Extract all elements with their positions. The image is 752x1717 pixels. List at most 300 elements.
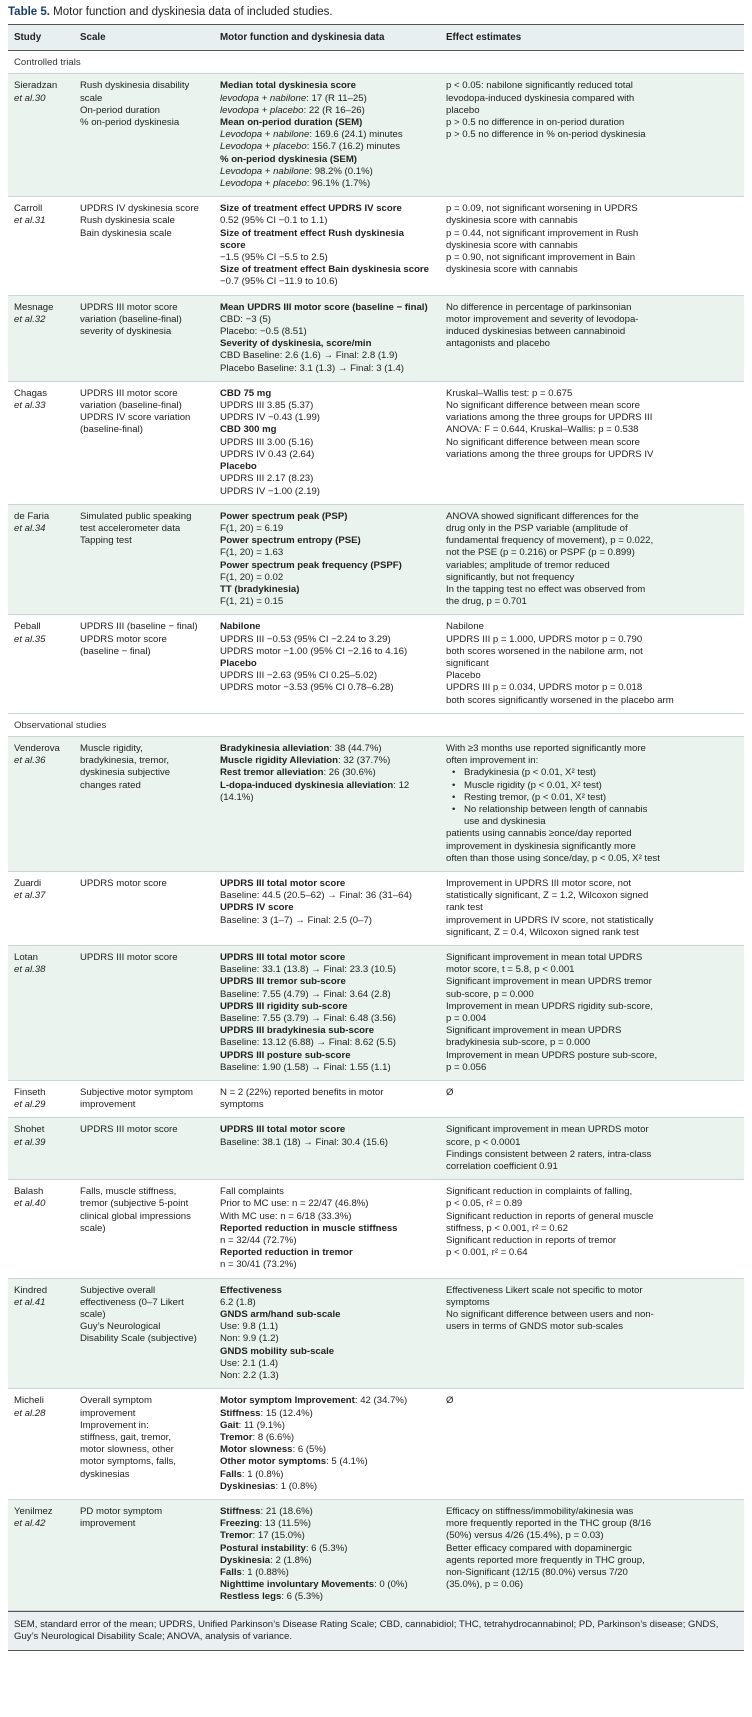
effect-cell [440,197,744,295]
value-label: Tremor [220,1431,253,1443]
scale-line: improvement [80,1099,136,1111]
study-citation: et al.29 [14,1099,46,1111]
scale-cell [74,1389,214,1500]
bold-heading: UPDRS III rigidity sub-score [220,1000,348,1012]
labeled-value [220,767,435,779]
text-line: dyskinesia score with cannabis [446,239,578,251]
text-line: (35.0%), p = 0.06) [446,1579,524,1591]
bold-heading: UPDRS III posture sub-score [220,1049,351,1061]
study-citation: et al.35 [14,633,46,645]
text-line: Kruskal–Wallis test: p = 0.675 [446,387,573,399]
labeled-value [220,1481,435,1493]
labeled-value [220,105,435,117]
text-line: Better efficacy compared with dopaminergic [446,1542,632,1554]
study-cell [8,504,74,615]
bold-heading: UPDRS III tremor sub-score [220,976,346,988]
study-author: Peball [14,621,41,633]
value-label: Dyskinesias [220,1480,276,1492]
study-cell [8,295,74,381]
value-text: : 11 (9.1%) [238,1419,285,1431]
text-line: Improvement in mean UPDRS rigidity sub-score, [446,1000,653,1012]
study-author: Chagas [14,387,48,399]
text-line: not the PSE (p = 0.216) or PSPF (p = 0.899) [446,547,635,559]
labeled-value [220,1518,435,1530]
study-cell [8,1278,74,1389]
value-text: : 169.6 (24.1) minutes [309,129,403,141]
scale-line: % on-period dyskinesia [80,117,180,129]
text-line: stiffness, p < 0.001, r² = 0.62 [446,1222,568,1234]
text-line: p < 0.05, r² = 0.89 [446,1198,523,1210]
table-row [8,1389,744,1500]
value-label: Other motor symptoms [220,1456,327,1468]
text-line: With ≥3 months use reported significantly more [446,742,646,754]
effect-cell [440,1278,744,1389]
value-text: : 8 (6.6%) [252,1431,295,1443]
bold-heading: GNDS mobility sub-scale [220,1345,335,1357]
table-row [8,295,744,381]
study-author: de Faria [14,510,50,522]
table-row [8,381,744,504]
value-label: levodopa + placebo [220,104,304,116]
bold-heading: Size of treatment effect Rush dyskinesia [220,227,404,239]
text-line: Significant improvement in mean UPDRS [446,1025,622,1037]
text-line: dyskinesia score with cannabis [446,264,578,276]
text-line: Fall complaints [220,1186,284,1198]
text-line: agents reported more frequently in THC group, [446,1554,645,1566]
text-line: bradykinesia sub-score, p = 0.000 [446,1037,591,1049]
value-label: Levodopa + placebo [220,178,307,190]
text-line: UPDRS III −0.53 (95% CI −2.24 to 3.29) [220,633,391,645]
text-line: p < 0.001, r² = 0.64 [446,1247,528,1259]
text-line: score, p < 0.0001 [446,1136,521,1148]
text-line: sub-score, p = 0.000 [446,988,534,1000]
text-line: p = 0.09, not significant worsening in UPDRS [446,203,638,215]
value-text: : 21 (18.6%) [260,1505,313,1517]
bold-heading: Placebo [220,657,257,669]
text-line: Ø [446,1395,454,1407]
effect-cell [440,381,744,504]
scale-cell [74,381,214,504]
text-line: Significant improvement in mean UPRDS motor [446,1124,649,1136]
text-line: both scores worsened in the nabilone arm, not [446,645,643,657]
text-line: more frequently reported in the THC group (8/16 [446,1518,652,1530]
value-label: Dyskinesia [220,1554,271,1566]
scale-line: variation (baseline-final) [80,400,182,412]
scale-line: variation (baseline-final) [80,313,182,325]
study-author: Micheli [14,1395,44,1407]
text-line: Significant reduction in complaints of falling, [446,1186,633,1198]
table-row [8,504,744,615]
study-citation: et al.31 [14,215,46,227]
scale-line: UPDRS motor score [80,633,167,645]
scale-line: scale) [80,1309,106,1321]
scale-line: test accelerometer data [80,522,181,534]
text-line: p > 0.5 no difference in % on-period dyskinesia [446,129,646,141]
table-row [8,1118,744,1180]
data-table [8,24,744,1611]
text-line: Baseline: 33.1 (13.8) → Final: 23.3 (10.5) [220,964,396,976]
group-label: Observational studies [8,713,744,736]
labeled-value [220,178,435,190]
scale-line: Guy’s Neurological [80,1321,161,1333]
text-line: motor improvement and severity of levodopa- [446,313,639,325]
text-line: (14.1%) [220,791,254,803]
value-label: Gait [220,1419,239,1431]
scale-line: severity of dyskinesia [80,326,172,338]
labeled-value [220,780,435,792]
scale-line: (baseline − final) [80,645,151,657]
bold-heading: CBD 75 mg [220,387,272,399]
text-line: p = 0.90, not significant improvement in Bain [446,252,636,264]
bold-heading: Power spectrum peak (PSP) [220,510,348,522]
header-row [8,25,744,51]
text-line: F(1, 20) = 0.02 [220,571,284,583]
text-line: Non: 2.2 (1.3) [220,1370,279,1382]
text-line: users in terms of GNDS motor sub-scales [446,1321,624,1333]
motor-data-cell [214,871,440,945]
text-line: CBD Baseline: 2.6 (1.6) → Final: 2.8 (1.9) [220,350,398,362]
text-line: Significant reduction in reports of tremor [446,1235,617,1247]
value-label: L-dopa-induced dyskinesia alleviation [220,779,394,791]
text-line: F(1, 21) = 0.15 [220,596,284,608]
text-line: significant, Z = 0.4, Wilcoxon signed rank test [446,926,639,938]
text-line: UPDRS III 2.17 (8.23) [220,473,314,485]
study-cell [8,1081,74,1118]
value-label: Levodopa + nabilone [220,165,310,177]
text-line: UPDRS IV 0.43 (2.64) [220,448,315,460]
text-line: (50%) versus 4/26 (15.4%), p = 0.03) [446,1530,604,1542]
scale-line: Simulated public speaking [80,510,192,522]
text-line: fundamental frequency of movement), p = 0.022, [446,535,654,547]
bold-heading: Severity of dyskinesia, score/min [220,338,372,350]
value-text: : 98.2% (0.1%) [309,165,373,177]
group-row [8,51,744,74]
text-line: often improvement in: [446,755,539,767]
scale-line: tremor (subjective 5-point [80,1198,189,1210]
value-label: Stiffness [220,1407,261,1419]
value-label: Muscle rigidity Alleviation [220,755,338,767]
study-author: Sieradzan [14,80,58,92]
study-cell [8,381,74,504]
header-motor-data: Motor function and dyskinesia data [214,25,440,51]
text-line: Baseline: 13.12 (6.88) → Final: 8.62 (5.5) [220,1037,396,1049]
value-label: levodopa + nabilone [220,92,307,104]
labeled-value [220,166,435,178]
text-line: drug only in the PSP variable (amplitude of [446,522,628,534]
motor-data-cell [214,504,440,615]
scale-line: UPDRS III motor score [80,301,178,313]
scale-cell [74,197,214,295]
text-line: often than those using ≤once/day, p < 0.05, X² test [446,852,660,864]
text-line: p = 0.004 [446,1013,487,1025]
text-line: p = 0.056 [446,1061,487,1073]
value-text: : 26 (30.6%) [323,767,376,779]
study-cell [8,1118,74,1180]
motor-data-cell [214,1081,440,1118]
text-line: Prior to MC use: n = 22/47 (46.8%) [220,1198,369,1210]
text-line: n = 30/41 (73.2%) [220,1259,297,1271]
study-citation: et al.38 [14,964,46,976]
effect-cell [440,1389,744,1500]
bold-heading: UPDRS III bradykinesia sub-score [220,1025,375,1037]
study-citation: et al.34 [14,522,46,534]
text-line: UPDRS motor −3.53 (95% CI 0.78–6.28) [220,682,394,694]
scale-line: motor slowness, other [80,1444,174,1456]
value-text: : 96.1% (1.7%) [306,178,371,190]
study-citation: et al.28 [14,1407,46,1419]
study-author: Mesnage [14,301,54,313]
study-cell [8,736,74,871]
value-label: Tremor [220,1530,253,1542]
bold-heading: Effectiveness [220,1284,282,1296]
study-citation: et al.33 [14,400,46,412]
value-text: : 1 (0.8%) [241,1468,284,1480]
scale-line: clinical global impressions [80,1210,191,1222]
scale-cell [74,74,214,197]
value-label: Postural instability [220,1542,306,1554]
scale-line: UPDRS motor score [80,877,167,889]
text-line: Baseline: 3 (1–7) → Final: 2.5 (0–7) [220,914,372,926]
text-line: No difference in percentage of parkinsonian [446,301,632,313]
scale-line: Rush dyskinesia scale [80,215,175,227]
labeled-value [220,755,435,767]
text-line: Baseline: 7.55 (3.79) → Final: 6.48 (3.56) [220,1013,396,1025]
study-cell [8,946,74,1081]
text-line: Baseline: 1.90 (1.58) → Final: 1.55 (1.1) [220,1061,391,1073]
scale-line: UPDRS IV dyskinesia score [80,203,199,215]
text-line: UPDRS motor −1.00 (95% CI −2.16 to 4.16) [220,645,408,657]
text-line: UPDRS III p = 0.034, UPDRS motor p = 0.018 [446,682,643,694]
motor-data-cell [214,1389,440,1500]
study-author: Finseth [14,1087,46,1099]
value-text: : 1 (0.88%) [241,1566,289,1578]
table-row [8,946,744,1081]
text-line: Placebo Baseline: 3.1 (1.3) → Final: 3 (1.4) [220,362,404,374]
scale-line: Rush dyskinesia disability [80,80,190,92]
text-line: variations among the three groups for UPDRS III [446,412,653,424]
text-line: In the tapping test no effect was observed from [446,583,646,595]
value-text: : 13 (11.5%) [259,1518,312,1530]
table-row [8,197,744,295]
scale-line: stiffness, gait, tremor, [80,1431,171,1443]
value-label: Motor slowness [220,1444,293,1456]
value-label: Levodopa + placebo [220,141,307,153]
text-line: both scores significantly worsened in the placebo arm [446,694,674,706]
study-citation: et al.32 [14,313,46,325]
bold-heading: % on-period dyskinesia (SEM) [220,153,358,165]
labeled-value [220,1456,435,1468]
text-line: Baseline: 7.55 (4.79) → Final: 3.64 (2.8) [220,988,391,1000]
text-line: placebo [446,104,480,116]
text-line: Use: 2.1 (1.4) [220,1357,279,1369]
text-line: Ø [446,1087,454,1099]
text-line: Baseline: 38.1 (18) → Final: 30.4 (15.6) [220,1136,388,1148]
scale-cell [74,1499,214,1610]
study-cell [8,1180,74,1278]
study-cell [8,871,74,945]
text-line: p < 0.05: nabilone significantly reduced total [446,80,633,92]
scale-line: Subjective overall [80,1284,156,1296]
text-line: Significant reduction in reports of general muscle [446,1210,654,1222]
text-line: F(1, 20) = 1.63 [220,547,284,559]
text-line: Non: 9.9 (1.2) [220,1333,279,1345]
value-text: : 22 (R 16–26) [303,104,365,116]
labeled-value [220,1506,435,1518]
table-caption [8,6,744,18]
study-author: Carroll [14,203,43,215]
bold-heading: Reported reduction in muscle stiffness [220,1222,398,1234]
value-label: Stiffness [220,1505,261,1517]
scale-line: Disability Scale (subjective) [80,1333,197,1345]
text-line: Improvement in UPDRS III motor score, not [446,877,632,889]
text-line: Significant improvement in mean UPDRS tremor [446,976,652,988]
bullet-item: • Muscle rigidity (p < 0.01, X² test) [446,780,739,792]
effect-cell [440,615,744,713]
value-text: : 2 (1.8%) [270,1554,312,1566]
bold-heading: Mean on-period duration (SEM) [220,117,363,129]
header-effect-estimates: Effect estimates [440,25,744,51]
motor-data-cell [214,615,440,713]
text-line: improvement in dyskinesia significantly more [446,840,636,852]
value-text: : 12 [393,779,410,791]
group-label: Controlled trials [8,51,744,74]
scale-cell [74,1081,214,1118]
text-line: variables; amplitude of tremor reduced [446,559,610,571]
scale-cell [74,946,214,1081]
labeled-value [220,1395,435,1407]
effect-cell [440,946,744,1081]
text-line: significantly, but not frequency [446,571,575,583]
scale-line: motor symptoms, falls, [80,1456,176,1468]
labeled-value [220,141,435,153]
value-label: Levodopa + nabilone [220,129,310,141]
text-line: F(1, 20) = 6.19 [220,522,284,534]
bullet-item: • Resting tremor, (p < 0.01, X² test) [446,792,739,804]
motor-data-cell [214,74,440,197]
text-line: UPDRS III −2.63 (95% CI 0.25–5.02) [220,670,378,682]
text-line: the drug, p = 0.701 [446,596,527,608]
bold-heading: Size of treatment effect Bain dyskinesia score [220,264,430,276]
labeled-value [220,1408,435,1420]
text-line: symptoms [220,1099,264,1111]
motor-data-cell [214,381,440,504]
effect-cell [440,1180,744,1278]
text-line: Placebo: −0.5 (8.51) [220,326,307,338]
scale-line: Falls, muscle stiffness, [80,1186,177,1198]
bullet-item: • No relationship between length of cannabis [446,804,739,816]
labeled-value [220,1555,435,1567]
group-row [8,713,744,736]
text-line: No significant difference between users and non- [446,1309,654,1321]
motor-data-cell [214,1118,440,1180]
text-line: antagonists and placebo [446,338,551,350]
effect-cell [440,1081,744,1118]
text-line: symptoms [446,1296,490,1308]
value-text: : 6 (5.3%) [305,1542,348,1554]
bold-heading: CBD 300 mg [220,424,277,436]
bold-heading: Power spectrum entropy (PSE) [220,535,361,547]
motor-data-cell [214,197,440,295]
study-citation: et al.39 [14,1136,46,1148]
table-row [8,1278,744,1389]
motor-data-cell [214,1278,440,1389]
study-citation: et al.37 [14,890,46,902]
value-text: : 0 (0%) [374,1579,408,1591]
table-row [8,1180,744,1278]
labeled-value [220,1444,435,1456]
bold-heading: score [220,239,246,251]
text-line: Use: 9.8 (1.1) [220,1321,279,1333]
text-line: correlation coefficient 0.91 [446,1161,558,1173]
text-line: −1.5 (95% CI −5.5 to 2.5) [220,252,328,264]
study-author: Zuardi [14,877,42,889]
value-text: : 17 (R 11–25) [306,92,367,104]
scale-line: improvement [80,1407,136,1419]
scale-line: On-period duration [80,104,160,116]
effect-cell [440,295,744,381]
text-line: improvement in UPDRS IV score, not statistically [446,914,654,926]
text-line: Baseline: 44.5 (20.5–62) → Final: 36 (31–64) [220,890,412,902]
text-line: motor score, t = 5.8, p < 0.001 [446,964,575,976]
text-line: 6.2 (1.8) [220,1296,256,1308]
bold-heading: Placebo [220,461,257,473]
motor-data-cell [214,1180,440,1278]
labeled-value [220,1420,435,1432]
value-text: : 6 (5.3%) [281,1591,323,1603]
value-text: : 32 (37.7%) [338,755,391,767]
text-line: Improvement in mean UPDRS posture sub-score, [446,1049,658,1061]
study-cell [8,615,74,713]
value-label: Rest tremor alleviation [220,767,324,779]
scale-line: UPDRS III motor score [80,1124,178,1136]
bold-heading: Mean UPDRS III motor score (baseline − final) [220,301,428,313]
text-line: non-Significant (12/15 (80.0%) versus 7/20 [446,1566,628,1578]
scale-line: UPDRS III motor score [80,952,178,963]
effect-cell [440,504,744,615]
bullet-item: • Bradykinesia (p < 0.01, X² test) [446,767,739,779]
scale-line: Bain dyskinesia scale [80,227,172,239]
value-text: : 6 (5%) [292,1444,327,1456]
value-label: Falls [220,1468,242,1480]
table-footnote: SEM, standard error of the mean; UPDRS, Unified Parkinson’s Disease Rating Scale; CBD, cannabidiol; THC, tetrahydrocannabinol; PD, Parkinson’s disease; GNDS, Guy’s Neurological Disability Scale; ANOVA, analysis of variance. [8,1611,744,1652]
study-author: Shohet [14,1124,45,1136]
text-line: UPDRS IV −0.43 (1.99) [220,412,320,424]
text-line: significant [446,657,489,669]
study-citation: et al.40 [14,1198,46,1210]
labeled-value [220,1432,435,1444]
value-text: : 42 (34.7%) [354,1395,408,1407]
study-cell [8,1499,74,1610]
text-line: Efficacy on stiffness/immobility/akinesia was [446,1505,634,1517]
bold-heading: UPDRS III total motor score [220,952,346,963]
table-row [8,74,744,197]
bold-heading: Power spectrum peak frequency (PSPF) [220,559,402,571]
text-line: Placebo [446,670,481,682]
labeled-value [220,1543,435,1555]
effect-cell [440,736,744,871]
text-line: rank test [446,902,483,914]
scale-line: Overall symptom [80,1395,152,1407]
scale-line: dyskinesia subjective [80,767,171,779]
scale-line: Muscle rigidity, [80,742,143,754]
text-line: No significant difference between mean score [446,400,640,412]
value-text: : 156.7 (16.2) minutes [306,141,401,153]
scale-cell [74,1278,214,1389]
scale-line: PD motor symptom [80,1505,163,1517]
text-line: Nabilone [446,621,484,633]
bold-heading: Median total dyskinesia score [220,80,356,92]
study-author: Venderova [14,742,60,754]
